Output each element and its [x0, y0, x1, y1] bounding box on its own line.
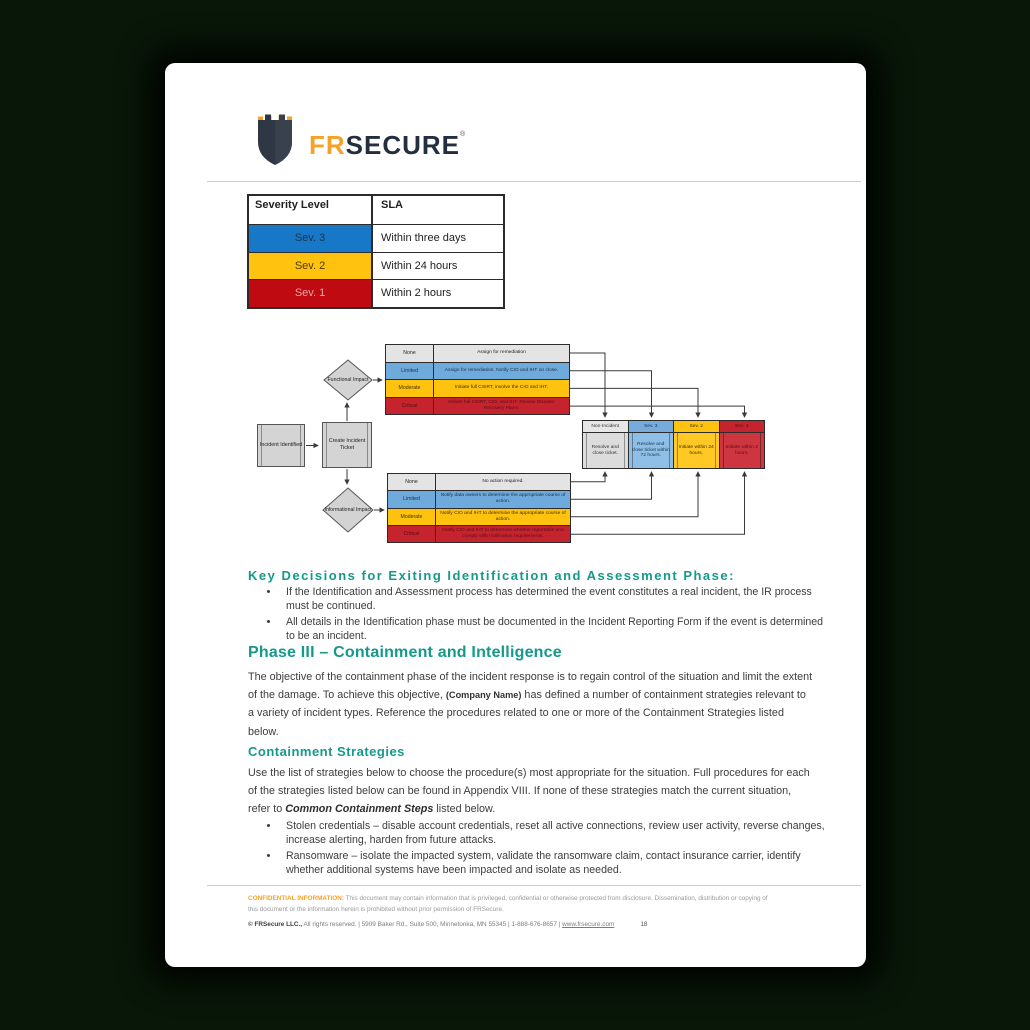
- outcome-header: Sev. 1: [719, 420, 766, 433]
- key-decisions-heading: Key Decisions for Exiting Identification and Assessment Phase:: [248, 568, 735, 583]
- severity-level-header: Severity Level: [249, 196, 373, 224]
- confidential-label: CONFIDENTIAL INFORMATION:: [248, 895, 344, 902]
- table-row: [386, 397, 569, 415]
- paragraph-text: Use the list of strategies below to choose the procedure(s) most appropriate for the situation. Full procedures for each of the strategies listed below can be found in Appendix VIII. If none of these strategies match the current situation, refer to: [248, 767, 810, 816]
- copyright-company: © FRSecure LLC.,: [248, 921, 303, 928]
- containment-strategies-heading: Containment Strategies: [248, 744, 405, 759]
- table-row: [249, 224, 503, 252]
- phase3-paragraph: [248, 668, 814, 741]
- sev1-level-cell: Sev. 1: [249, 280, 373, 307]
- impact-level: Moderate: [388, 509, 436, 525]
- impact-action: Initiate full CSIRT, involve the CIO and IHT.: [454, 385, 549, 391]
- outcome-sev1: [719, 420, 766, 469]
- informational-impact-diamond: [322, 502, 374, 518]
- company-name-placeholder: (Company Name): [445, 690, 522, 701]
- list-item: • Stolen credentials – disable account credentials, reset all active connections, review user activity, reverse changes, increase alerting, harden from future attacks.: [280, 820, 832, 848]
- copyright-line: [248, 921, 647, 928]
- sev2-sla-cell: Within 24 hours: [381, 259, 458, 272]
- registered-trademark: ®: [460, 131, 467, 138]
- table-row: [249, 252, 503, 280]
- impact-action: Assign for remediation: [477, 350, 526, 356]
- functional-impact-diamond: [324, 372, 372, 388]
- impact-level: Moderate: [386, 380, 434, 397]
- frsecure-wordmark: [309, 122, 466, 158]
- table-header-row: [249, 196, 503, 224]
- key-decisions-list: [250, 586, 832, 646]
- impact-action: Assign for remediation. Notify CIO and IHT on close.: [444, 367, 559, 373]
- paragraph-text: has defined a number of containment strategies relevant to a variety of incident types. Reference the procedures related to one or more of the Containment Strategies listed below.: [248, 689, 806, 738]
- confidential-notice: [248, 893, 775, 915]
- outcome-non-incident: [582, 420, 629, 469]
- impact-action: Notify CIO and IHT to determine the appropriate course of action.: [440, 510, 566, 522]
- outcome-sev3: [628, 420, 675, 469]
- paragraph-text: listed below.: [433, 803, 496, 816]
- website-link[interactable]: www.frsecure.com: [562, 921, 615, 928]
- footer-divider: [207, 885, 861, 886]
- document-page: [165, 63, 866, 967]
- paragraph-text: The objective of the containment phase of the incident response is to regain control of the situation and limit the extent of the damage. To achieve this objective,: [248, 671, 813, 702]
- phase3-heading: Phase III – Containment and Intelligence: [248, 644, 562, 661]
- severity-outcomes: [582, 420, 765, 469]
- confidential-text: This document may contain information that is privileged, confidential or otherwise protected from disclosure. Dissemination, distribution or copying of this document or the information herein is prohibited without prior permission of FRSecure.: [248, 895, 768, 913]
- page-number: 18: [640, 921, 648, 928]
- outcome-header: Sev. 2: [673, 420, 720, 433]
- outcome-sev2: [673, 420, 720, 469]
- impact-action: Notify data owners to determine the appropriate course of action.: [440, 493, 566, 505]
- frsecure-logo: [255, 113, 466, 167]
- list-item: • All details in the Identification phase must be documented in the Incident Reporting Form if the event is determined to be an incident.: [280, 616, 832, 644]
- sla-header: SLA: [381, 199, 403, 211]
- impact-level: Limited: [388, 491, 436, 507]
- impact-level: None: [388, 474, 436, 490]
- table-row: [388, 490, 570, 507]
- common-containment-steps-emphasis: Common Containment Steps: [285, 803, 434, 816]
- list-item: • If the Identification and Assessment process has determined the event constitutes a real incident, the IR process must be continued.: [280, 586, 832, 614]
- severity-sla-table: [247, 194, 505, 309]
- functional-impact-table: [385, 344, 570, 415]
- containment-strategies-list: [250, 820, 832, 880]
- sev3-sla-cell: Within three days: [381, 232, 466, 245]
- functional-impact-label: Functional Impact: [327, 377, 369, 383]
- copyright-text: All rights reserved. | 5909 Baker Rd., Suite 500, Minnetonka, MN 55345 | 1-888-676-8657 |: [302, 921, 563, 928]
- table-row: [388, 474, 570, 490]
- table-row: [249, 279, 503, 307]
- impact-action: Initiate full CSIRT, CIO, and IHT. Review Disaster Recovery Plans.: [448, 399, 555, 411]
- table-row: [386, 345, 569, 362]
- impact-level: Critical: [386, 398, 434, 415]
- outcome-action: Initiate within 24 hours.: [673, 433, 720, 469]
- incident-triage-flowchart: [255, 340, 771, 554]
- header-divider: [207, 181, 861, 182]
- outcome-header: Non-Incident: [582, 420, 629, 433]
- table-row: [386, 379, 569, 397]
- outcome-action: Resolve and close ticket.: [582, 433, 629, 469]
- impact-action: No action required.: [482, 479, 524, 485]
- table-row: [388, 508, 570, 525]
- incident-identified-box: [257, 424, 305, 467]
- list-item: • Ransomware – isolate the impacted system, validate the ransomware claim, contact insurance carrier, identify whether additional systems have been impacted and isolate as needed.: [280, 850, 832, 878]
- impact-level: Critical: [388, 526, 436, 542]
- sev2-level-cell: Sev. 2: [249, 253, 373, 280]
- impact-level: Limited: [386, 363, 434, 380]
- impact-action: Notify CIO and IHT to determine whether reportable and comply with notification requirements.: [442, 527, 564, 539]
- table-row: [388, 525, 570, 542]
- create-incident-ticket-box: [322, 422, 372, 468]
- create-incident-ticket-label: Create Incident Ticket: [328, 438, 366, 451]
- containment-paragraph: [248, 764, 814, 819]
- table-row: [386, 362, 569, 380]
- wordmark-secure: SECURE: [345, 130, 461, 160]
- impact-level: None: [386, 345, 434, 362]
- outcome-header: Sev. 3: [628, 420, 675, 433]
- outcome-action: Resolve and close ticket within 72 hours.: [628, 433, 675, 469]
- wordmark-fr: FR: [309, 130, 346, 160]
- sev3-level-cell: Sev. 3: [249, 225, 373, 252]
- outcome-action: Initiate within 2 hours.: [719, 433, 766, 469]
- informational-impact-table: [387, 473, 571, 543]
- incident-identified-label: Incident Identified: [259, 442, 303, 449]
- sev1-sla-cell: Within 2 hours: [381, 287, 452, 300]
- informational-impact-label: Informational Impact: [324, 507, 372, 513]
- frsecure-shield-icon: [255, 113, 295, 167]
